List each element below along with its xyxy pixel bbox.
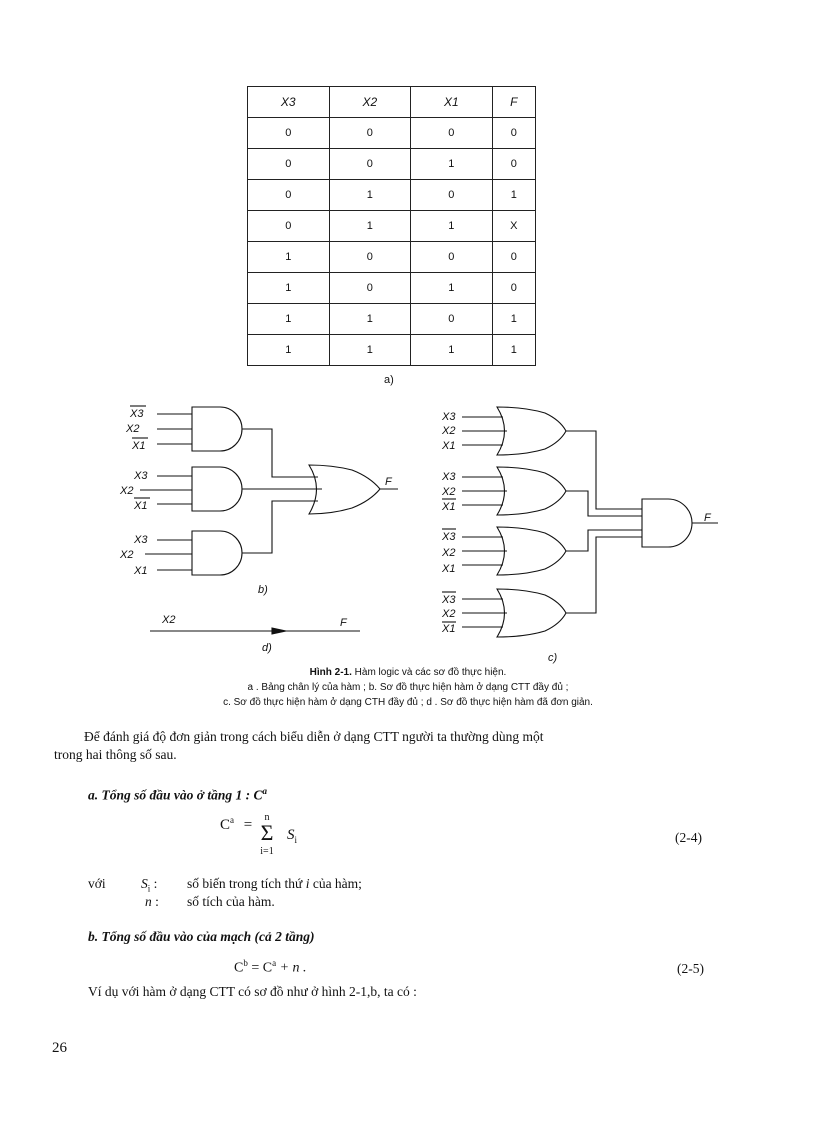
c-g4-x2: X2 xyxy=(442,608,456,620)
c-g4-x1: X1 xyxy=(442,623,456,635)
formula-2-5-number: (2-5) xyxy=(677,961,704,976)
figure-caption-line1: a . Bảng chân lý của hàm ; b. Sơ đồ thực hiện hàm ở dạng CTT đầy đủ ; xyxy=(247,682,569,693)
c-g2-x1: X1 xyxy=(442,501,456,513)
def-n-text: số tích của hàm. xyxy=(187,894,275,909)
formula-2-5: $C^b = C^a + n$ . xyxy=(234,958,307,976)
b-g1-x2: X2 xyxy=(126,423,140,435)
b-g1-x3: X3 xyxy=(130,408,144,420)
table-row xyxy=(248,242,536,273)
table-row xyxy=(248,335,536,366)
header-x1: X1 xyxy=(411,87,493,118)
formula-2-4-number: (2-4) xyxy=(675,830,702,845)
and-gate-3 xyxy=(192,531,242,575)
c-output-f: F xyxy=(704,512,711,524)
or-gate-c4 xyxy=(497,589,566,637)
header-x3: X3 xyxy=(248,87,330,118)
b-g3-x1: X1 xyxy=(134,565,148,577)
table-cell: 1 xyxy=(492,335,535,366)
c-g4-x3: X3 xyxy=(442,594,456,606)
table-cell: 0 xyxy=(329,149,411,180)
formula-2-4-term: $S_i$ xyxy=(287,827,298,845)
table-cell: 0 xyxy=(329,273,411,304)
def-si-text: số biến trong tích thứ i của hàm; xyxy=(187,876,362,891)
table-cell: 1 xyxy=(329,180,411,211)
table-cell: 0 xyxy=(492,242,535,273)
c-g3-x2: X2 xyxy=(442,547,456,559)
table-cell: 0 xyxy=(492,118,535,149)
table-row xyxy=(248,273,536,304)
paragraph-1-line-1: Để đánh giá độ đơn giản trong cách biểu diễn ở dạng CTT người ta thường dùng một xyxy=(84,729,544,744)
and-gate-2 xyxy=(192,467,242,511)
table-cell: 1 xyxy=(411,273,493,304)
table-cell: 0 xyxy=(329,242,411,273)
paragraph-1-line-2: trong hai thông số sau. xyxy=(54,747,177,762)
c-g2-x3: X3 xyxy=(442,471,456,483)
table-cell: 1 xyxy=(411,149,493,180)
table-cell: 1 xyxy=(248,304,330,335)
c-g1-x1: X1 xyxy=(442,440,456,452)
formula-2-4: $C^a$ = xyxy=(220,815,253,833)
c-g3-x3: X3 xyxy=(442,531,456,543)
table-cell: 1 xyxy=(492,180,535,211)
table-row xyxy=(248,149,536,180)
formula-2-4-bottom: i=1 xyxy=(260,846,274,857)
truth-table xyxy=(247,86,536,366)
table-cell: 1 xyxy=(329,211,411,242)
table-row xyxy=(248,304,536,335)
def-n: n : xyxy=(145,894,159,909)
heading-b: b. Tổng số đầu vào của mạch (cả 2 tầng) xyxy=(88,929,315,944)
table-cell: 1 xyxy=(248,242,330,273)
header-f: F xyxy=(492,87,535,118)
b-g2-x2: X2 xyxy=(120,485,134,497)
b-g2-x1: X1 xyxy=(134,500,148,512)
table-cell: 0 xyxy=(248,180,330,211)
header-x2: X2 xyxy=(329,87,411,118)
figure-caption-line2: c. Sơ đồ thực hiện hàm ở dạng CTH đầy đủ ; d . Sơ đồ thực hiện hàm đã đơn giản. xyxy=(223,697,593,708)
or-gate-c3 xyxy=(497,527,566,575)
b-output-f: F xyxy=(385,476,392,488)
and-gate-1 xyxy=(192,407,242,451)
c-g2-x2: X2 xyxy=(442,486,456,498)
table-row xyxy=(248,211,536,242)
table-cell: X xyxy=(492,211,535,242)
page-number: 26 xyxy=(52,1040,67,1056)
table-cell: 1 xyxy=(248,335,330,366)
b-g1-x1: X1 xyxy=(132,440,146,452)
or-gate-c1 xyxy=(497,407,566,455)
table-cell: 1 xyxy=(492,304,535,335)
truth-table-header-row xyxy=(248,87,536,118)
d-output-f: F xyxy=(340,617,347,629)
or-gate-c2 xyxy=(497,467,566,515)
with-label: với xyxy=(88,876,106,891)
c-g1-x3: X3 xyxy=(442,411,456,423)
table-cell: 0 xyxy=(411,242,493,273)
figure-caption-title: Hình 2-1. Hàm logic và các sơ đồ thực hiện. xyxy=(309,667,507,678)
table-cell: 1 xyxy=(329,304,411,335)
table-row xyxy=(248,118,536,149)
formula-2-4-sigma: Σ xyxy=(260,820,274,845)
table-cell: 0 xyxy=(411,304,493,335)
b-g3-x3: X3 xyxy=(134,534,148,546)
table-row xyxy=(248,180,536,211)
and-gate-c xyxy=(642,499,692,547)
table-cell: 1 xyxy=(411,335,493,366)
c-g3-x1: X1 xyxy=(442,563,456,575)
formula-2-4-top: n xyxy=(264,812,270,823)
label-d: d) xyxy=(262,642,272,654)
b-g3-x2: X2 xyxy=(120,549,134,561)
table-cell: 1 xyxy=(411,211,493,242)
table-cell: 0 xyxy=(248,211,330,242)
table-cell: 0 xyxy=(248,149,330,180)
paragraph-2: Ví dụ với hàm ở dạng CTT có sơ đồ như ở hình 2-1,b, ta có : xyxy=(88,984,417,999)
logic-circuit-diagrams xyxy=(0,395,816,670)
heading-a: a. Tổng số đầu vào ở tầng 1 : $C^a$ xyxy=(88,786,268,803)
def-si: $S_i$ : xyxy=(141,876,158,894)
table-cell: 0 xyxy=(492,273,535,304)
b-g2-x3: X3 xyxy=(134,470,148,482)
table-cell: 0 xyxy=(411,118,493,149)
table-cell: 0 xyxy=(329,118,411,149)
c-g1-x2: X2 xyxy=(442,425,456,437)
table-cell: 0 xyxy=(492,149,535,180)
d-input-x2: X2 xyxy=(162,614,176,626)
table-cell: 1 xyxy=(248,273,330,304)
table-cell: 0 xyxy=(248,118,330,149)
table-cell: 1 xyxy=(329,335,411,366)
table-cell: 0 xyxy=(411,180,493,211)
label-a: a) xyxy=(384,374,394,386)
truth-table-body xyxy=(248,118,536,366)
label-c: c) xyxy=(548,652,558,664)
label-b: b) xyxy=(258,584,268,596)
